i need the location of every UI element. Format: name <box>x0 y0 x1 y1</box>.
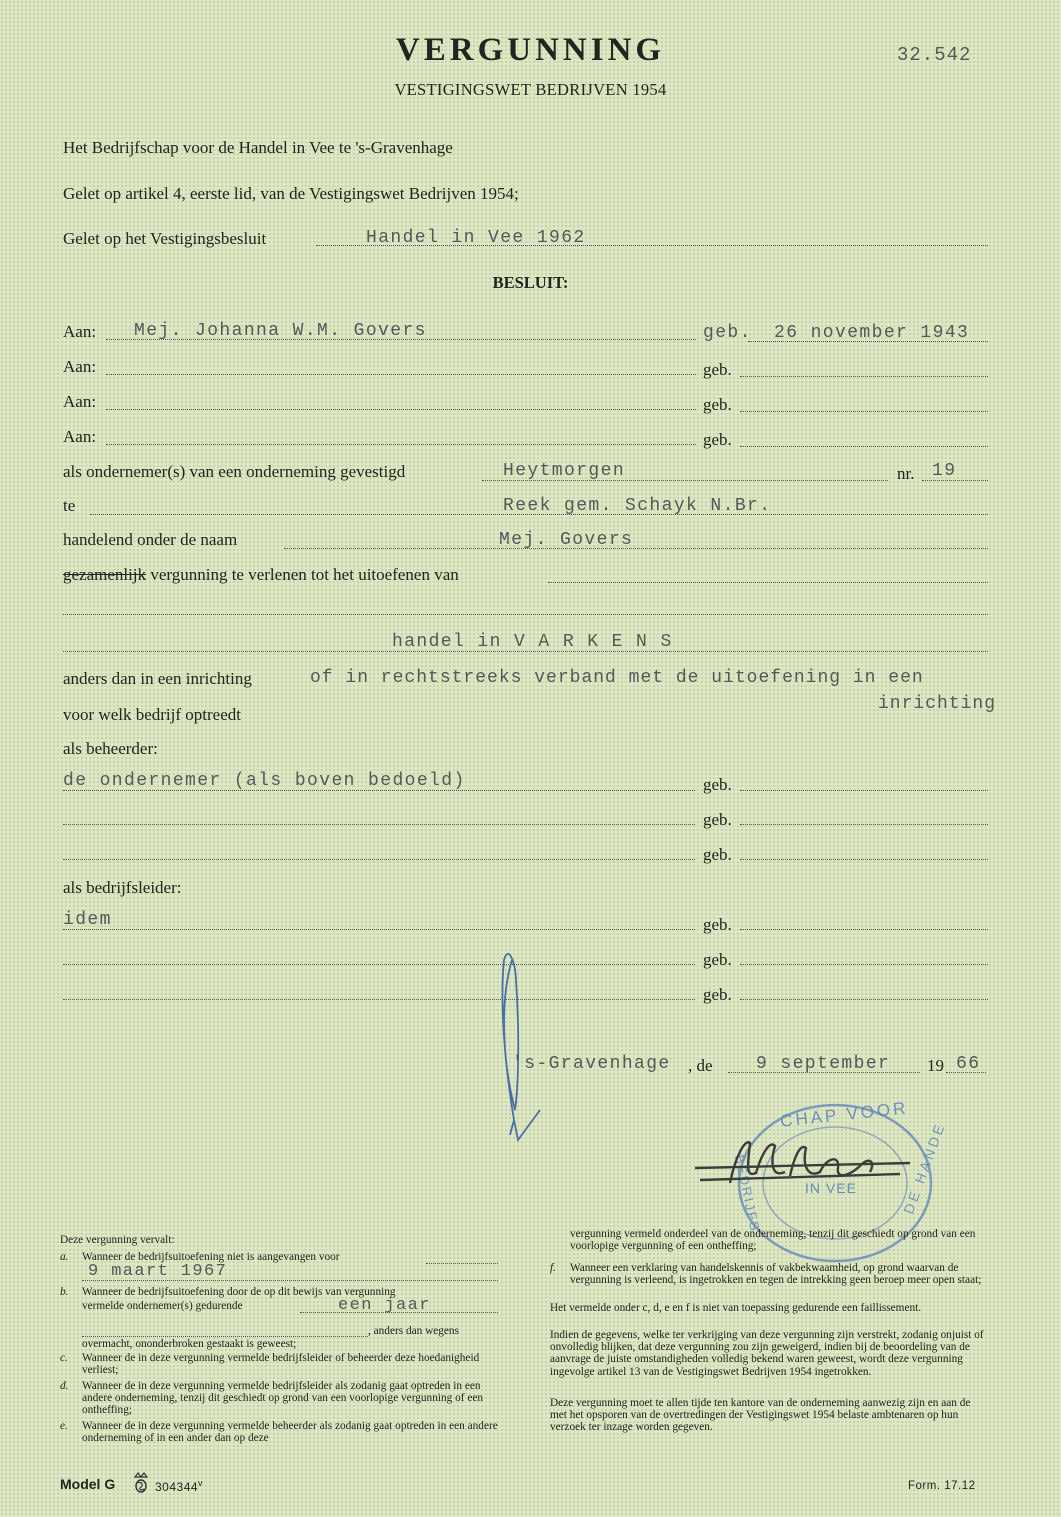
dotted-line <box>740 999 988 1000</box>
item-b-value: een jaar <box>338 1296 431 1315</box>
te-label: te <box>63 496 76 515</box>
footer-paragraph: Het vermelde onder c, d, e en f is niet van toepassing gedurende een faillissement. <box>550 1302 922 1314</box>
footer-right-continuation: vergunning vermeld onderdeel van de onderneming, tenzij dit geschiedt op grond van een voorlopige vergunning of een ontheffing; <box>570 1228 976 1253</box>
model-label: Model G <box>60 1476 116 1492</box>
bedrijf-label: voor welk bedrijf optreedt <box>63 705 241 724</box>
document-title: VERGUNNING <box>395 32 666 68</box>
item-letter: e. <box>60 1420 68 1432</box>
nr-label: nr. <box>897 464 915 483</box>
item-letter: c. <box>60 1352 68 1364</box>
geb-label: geb. <box>703 985 732 1004</box>
intro-line-2: Gelet op artikel 4, eerste lid, van de Vestigingswet Bedrijven 1954; <box>63 184 519 203</box>
vestigingsbesluit-label: Gelet op het Vestigingsbesluit <box>63 229 267 248</box>
dotted-line <box>740 790 988 791</box>
model-code <box>155 1478 203 1494</box>
recipient-name: Mej. Johanna W.M. Govers <box>134 321 427 341</box>
dotted-line <box>740 964 988 965</box>
item-a-value: 9 maart 1967 <box>88 1262 228 1281</box>
item-letter: f. <box>550 1262 556 1274</box>
signature <box>690 1128 920 1198</box>
geb-label: geb. <box>703 810 732 829</box>
item-c-text: Wanneer de in deze vergunning vermelde bedrijfsleider of beheerder deze hoedanigheid verliest; <box>82 1352 480 1377</box>
dateline-de: , de <box>688 1056 713 1075</box>
dotted-line <box>740 929 988 930</box>
item-a-text: Wanneer de bedrijfsuitoefening niet is aangevangen voor <box>82 1251 340 1263</box>
geb-label: geb. <box>703 845 732 864</box>
dotted-line <box>63 614 988 615</box>
dotted-line <box>106 409 696 410</box>
aan-label: Aan: <box>63 427 97 446</box>
recipient-birthdate: 26 november 1943 <box>774 323 970 343</box>
dotted-line <box>63 824 695 825</box>
footer-left-heading: Deze vergunning vervalt: <box>60 1234 175 1246</box>
anders-value-continued: inrichting <box>878 694 997 714</box>
item-b-text: Wanneer de bedrijfsuitoefening door de op dit bewijs van vergunning <box>82 1286 396 1298</box>
dotted-line <box>548 582 988 583</box>
te-value: Reek gem. Schayk N.Br. <box>503 496 772 516</box>
dotted-line <box>82 1336 368 1337</box>
model-code-number: 304344 <box>155 1480 199 1494</box>
dotted-line <box>63 999 695 1000</box>
dateline-year-prefix: 19 <box>927 1056 944 1075</box>
beheerder-label: als beheerder: <box>63 739 158 758</box>
item-letter: d. <box>60 1380 69 1392</box>
dotted-line <box>106 374 696 375</box>
aan-label: Aan: <box>63 357 97 376</box>
dotted-line <box>740 859 988 860</box>
ondernemer-value: Heytmorgen <box>503 461 626 481</box>
item-d-text: Wanneer de in deze vergunning vermelde bedrijfsleider als zodanig gaat optreden in een andere onderneming, tenzij dit geschiedt op grond van een voorlopige vergunning of een ontheffing; <box>82 1380 484 1417</box>
aan-label: Aan: <box>63 322 97 341</box>
stamp-text-left: BEDRIJFS <box>731 1153 763 1234</box>
besluit-heading: BESLUIT: <box>492 273 569 292</box>
dotted-line <box>63 929 695 930</box>
ondernemer-label: als ondernemer(s) van een onderneming gevestigd <box>63 462 406 481</box>
beheerder-value: de ondernemer (als boven bedoeld) <box>63 771 466 791</box>
dotted-line <box>82 1280 498 1281</box>
dotted-line <box>740 446 988 447</box>
dotted-line <box>284 548 988 549</box>
gezamenlijk-struck: gezamenlijk <box>63 565 147 584</box>
dateline-year: 66 <box>956 1054 981 1074</box>
anders-value: of in rechtstreeks verband met de uitoefening in een <box>310 668 924 688</box>
footer-paragraph: Deze vergunning moet te allen tijde ten kantore van de onderneming aanwezig zijn en aan de met het opsporen van de overtredingen der Vestigingswet 1954 belaste ambtenaren op hun verzoek ter inzage worden gegeven. <box>550 1397 971 1434</box>
geb-label: geb. <box>703 323 752 343</box>
geb-label: geb. <box>703 430 732 449</box>
dotted-line <box>63 859 695 860</box>
vestigingsbesluit-value: Handel in Vee 1962 <box>366 228 586 248</box>
nr-value: 19 <box>932 461 957 481</box>
document-subtitle: VESTIGINGSWET BEDRIJVEN 1954 <box>394 80 667 99</box>
item-letter: a. <box>60 1251 69 1263</box>
naam-label: handelend onder de naam <box>63 530 238 549</box>
dateline-place: 's-Gravenhage <box>512 1054 671 1074</box>
item-b-text: overmacht, ononderbroken gestaakt is geweest; <box>82 1338 297 1350</box>
model-code-suffix: v <box>198 1478 204 1488</box>
anders-label: anders dan in een inrichting <box>63 669 252 688</box>
item-b-text: , anders dan wegens <box>368 1325 459 1337</box>
bedrijfsleider-label: als bedrijfsleider: <box>63 878 182 897</box>
footer-paragraph: Indien de gegevens, welke ter verkrijging van deze vergunning zijn verstrekt, zodanig onjuist of onvolledig blijken, dat deze vergunning zou zijn geweigerd, indien bij de beoordeling van de aanvrage de juiste omstandigheden volledig bekend waren geweest, wordt deze vergunning ingevolge artikel 13 van de Vestigingswet Bedrijven 1954 ingetrokken. <box>550 1329 984 1378</box>
bedrijfsleider-value: idem <box>63 910 112 930</box>
vergunning-label: vergunning te verlenen tot het uitoefenen van <box>146 565 459 584</box>
dotted-line <box>106 444 696 445</box>
dateline-date: 9 september <box>756 1054 891 1074</box>
dotted-line <box>740 824 988 825</box>
geb-label: geb. <box>703 395 732 414</box>
naam-value: Mej. Govers <box>499 530 634 550</box>
document-number: 32.542 <box>897 44 972 66</box>
vergunning-line <box>63 565 459 585</box>
form-number: Form. 17.12 <box>908 1480 976 1492</box>
geb-label: geb. <box>703 775 732 794</box>
crown-emblem-icon <box>132 1471 150 1495</box>
activity-value: handel in V A R K E N S <box>392 632 673 652</box>
aan-label: Aan: <box>63 392 97 411</box>
geb-label: geb. <box>703 915 732 934</box>
dotted-line <box>63 964 695 965</box>
dotted-line <box>740 411 988 412</box>
stamp-text-right: DE HANDE <box>900 1119 949 1217</box>
item-e-text: Wanneer de in deze vergunning vermelde beheerder als zodanig gaat optreden in een andere onderneming of in een ander dan op deze <box>82 1420 498 1445</box>
geb-label: geb. <box>703 950 732 969</box>
pen-mark <box>490 940 560 1150</box>
intro-line-1: Het Bedrijfschap voor de Handel in Vee te 's-Gravenhage <box>63 138 453 157</box>
dotted-line <box>740 376 988 377</box>
stamp-text-center: IN VEE <box>805 1180 857 1196</box>
item-letter: b. <box>60 1286 69 1298</box>
geb-label: geb. <box>703 360 732 379</box>
stamp-text-top: CHAP VOOR <box>779 1098 910 1131</box>
item-f-text: Wanneer een verklaring van handelskennis of vakbekwaamheid, op grond waarvan de vergunning is verleend, is ingetrokken en tegen de intrekking geen beroep meer open staat; <box>570 1262 982 1287</box>
dotted-line <box>426 1263 498 1264</box>
item-b-text: vermelde ondernemer(s) gedurende <box>82 1300 243 1312</box>
